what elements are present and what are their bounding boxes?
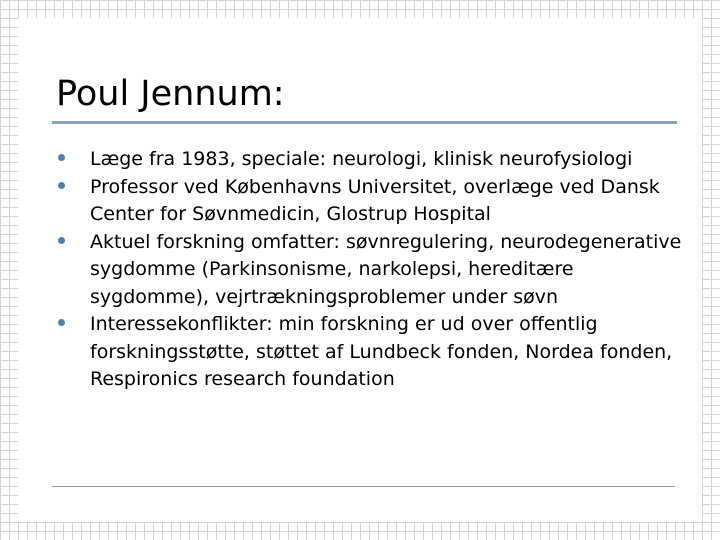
bullet-item-education <box>52 146 692 174</box>
title-divider <box>52 121 677 124</box>
bullet-item-research <box>52 229 692 312</box>
bullet-dot-icon <box>58 237 65 244</box>
bullet-text: Aktuel forskning omfatter: søvnregulering, neurodegenerative sygdomme (Parkinsonisme, narkolepsi, hereditære sygdomme), vejrtrækningsproblemer under søvn <box>90 230 682 308</box>
bullet-dot-icon <box>58 319 65 326</box>
bullet-item-conflicts <box>52 311 692 394</box>
bullet-dot-icon <box>58 182 65 189</box>
bullet-list <box>52 146 692 394</box>
bullet-dot-icon <box>58 154 65 161</box>
bullet-text: Professor ved Københavns Universitet, overlæge ved Dansk Center for Søvnmedicin, Glostrup Hospital <box>90 175 660 225</box>
bullet-item-position <box>52 174 692 229</box>
slide-title: Poul Jennum: <box>56 74 285 114</box>
bullet-text: Interessekonflikter: min forskning er ud over offentlig forskningsstøtte, støttet af Lundbeck fonden, Nordea fonden, Respironics research foundation <box>90 313 673 390</box>
bullet-text: Læge fra 1983, speciale: neurologi, klinisk neurofysiologi <box>90 148 633 170</box>
footer-divider <box>52 486 675 487</box>
